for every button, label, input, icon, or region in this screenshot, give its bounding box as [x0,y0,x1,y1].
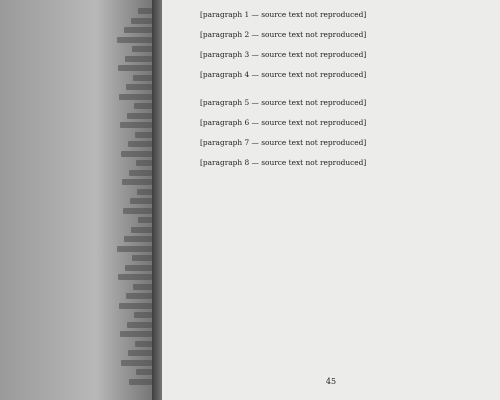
left-page-line [135,132,152,138]
left-page-line [117,246,152,252]
left-page-line [138,8,152,14]
left-page-line [137,189,152,195]
left-page-line [130,198,152,204]
paragraph: [paragraph 5 — source text not reproduced] [200,98,367,107]
left-page-line [118,65,152,71]
paragraph: [paragraph 8 — source text not reproduced] [200,158,367,167]
left-page-line [126,84,152,90]
left-page-line [131,18,152,24]
left-page-line [119,303,152,309]
paragraph: [paragraph 7 — source text not reproduced] [200,138,367,147]
left-page [0,0,160,400]
left-page-line [128,350,152,356]
left-page-line [133,75,152,81]
left-page-line [133,284,152,290]
paragraph: [paragraph 2 — source text not reproduced] [200,30,367,39]
left-page-line [129,170,152,176]
left-page-line [131,227,152,233]
left-page-line [136,369,152,375]
left-page-line [125,56,152,62]
paragraph: [paragraph 4 — source text not reproduced] [200,70,367,79]
left-page-line [119,94,152,100]
left-page-line [122,179,152,185]
page-number: 45 [325,377,337,386]
paragraph: [paragraph 1 — source text not reproduced] [200,10,367,19]
left-page-line [135,341,152,347]
left-page-line [121,151,152,157]
left-page-line [134,103,152,109]
left-page-line [120,331,152,337]
left-page-line [138,217,152,223]
left-page-line [126,293,152,299]
left-page-line [132,255,152,261]
left-page-line [123,208,152,214]
paragraph: [paragraph 6 — source text not reproduced] [200,118,367,127]
left-page-line [121,360,152,366]
left-page-line [132,46,152,52]
section-break [188,90,478,98]
left-page-line [124,236,152,242]
left-page-line [125,265,152,271]
left-page-line [127,113,152,119]
left-page-line [136,160,152,166]
left-page-line [134,312,152,318]
left-page-line [118,274,152,280]
right-page [162,0,500,400]
left-page-line [117,37,152,43]
left-page-line [127,322,152,328]
left-page-line [120,122,152,128]
left-page-line [124,27,152,33]
left-page-line [128,141,152,147]
left-page-line [129,379,152,385]
paragraph: [paragraph 3 — source text not reproduced] [200,50,367,59]
